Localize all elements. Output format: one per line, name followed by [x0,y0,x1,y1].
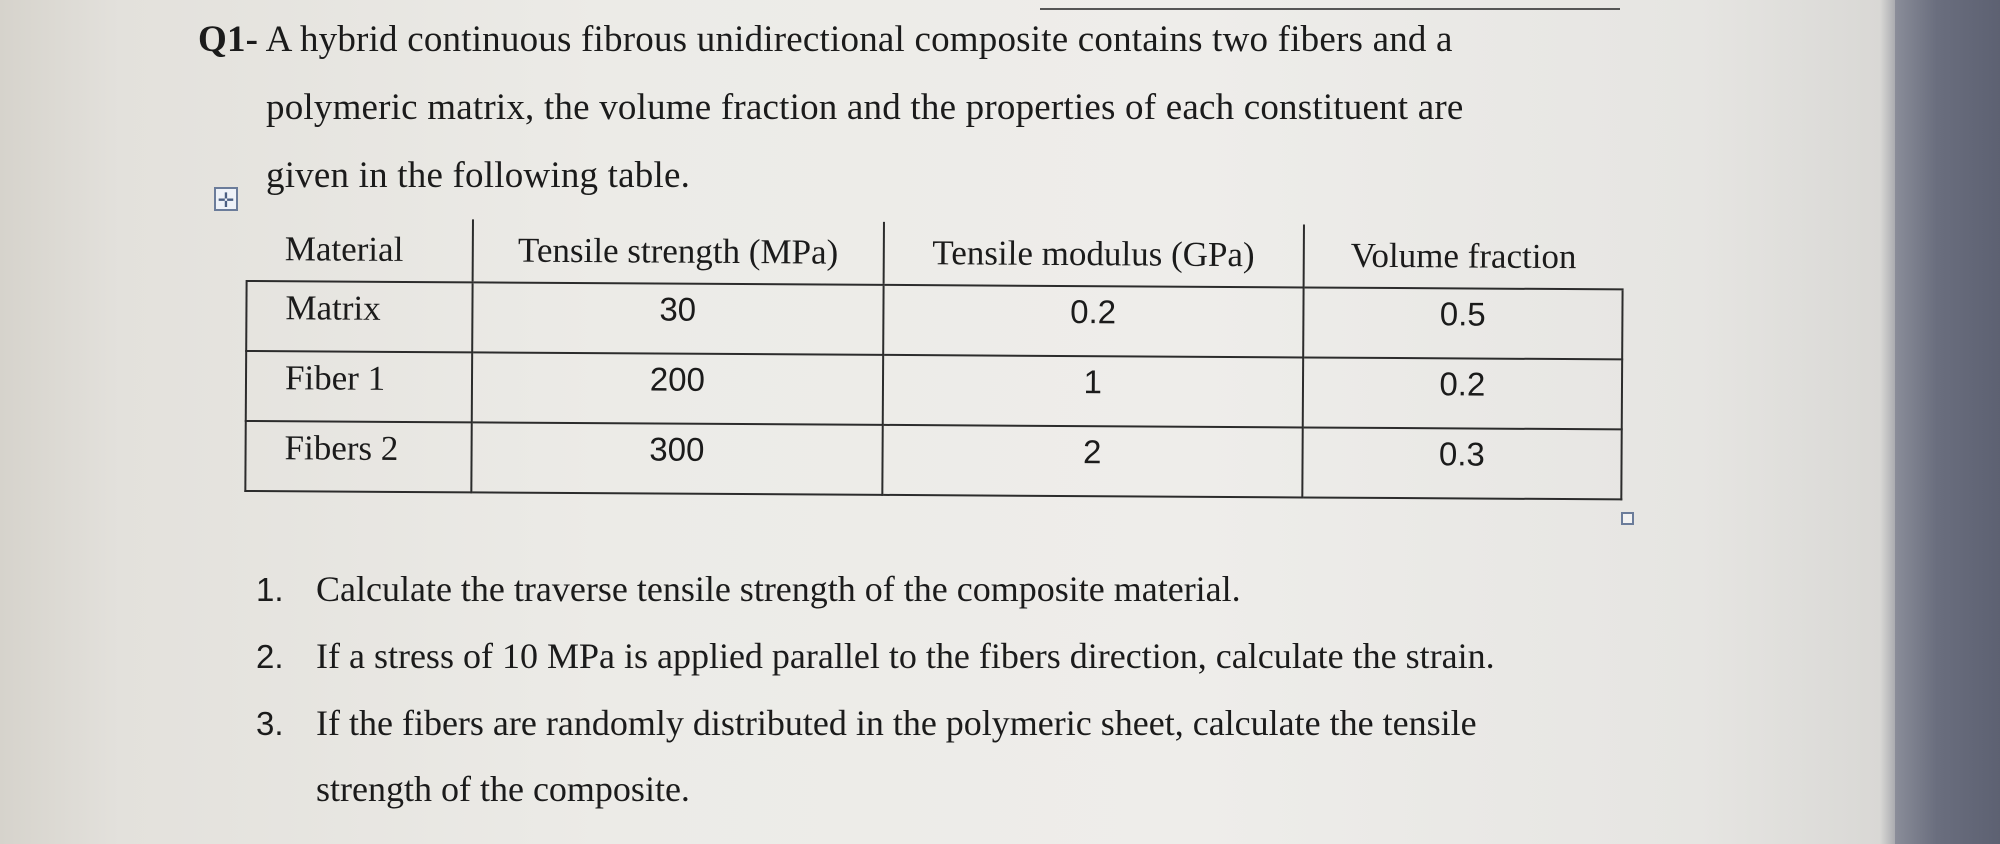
task-number: 3. [256,705,284,742]
question-line-1 [198,18,1453,61]
cell-tensile-strength: 300 [471,422,882,495]
question-line-3: given in the following table. [266,155,691,196]
cell-tensile-modulus: 1 [883,355,1303,428]
cell-volume-fraction: 0.5 [1303,287,1623,359]
header-material: Material [247,218,473,282]
header-tensile-strength: Tensile strength (MPa) [472,219,883,285]
monitor-bezel [1895,0,2000,844]
header-tensile-modulus: Tensile modulus (GPa) [883,222,1303,288]
cell-volume-fraction: 0.3 [1302,427,1622,499]
cell-material: Matrix [246,281,472,352]
cell-tensile-modulus: 2 [882,425,1302,498]
table-move-handle-icon[interactable]: ✛ [214,187,238,211]
task-number: 2. [256,638,284,675]
table-header-row [247,218,1623,289]
cell-tensile-strength: 30 [472,282,883,355]
cell-tensile-modulus: 0.2 [883,285,1303,358]
task-number: 1. [256,571,284,608]
cell-material: Fibers 2 [245,421,471,492]
top-rule [1040,8,1620,10]
list-item [256,568,1241,610]
table-row [245,421,1621,499]
list-item [256,702,1477,744]
task-text-continuation: strength of the composite. [316,769,690,809]
properties-table [244,218,1624,500]
table-row [246,351,1622,429]
task-text: If a stress of 10 MPa is applied parallel to the fibers direction, calculate the strain. [316,636,1495,676]
cell-tensile-strength: 200 [472,352,883,425]
list-item [256,635,1495,677]
task-text: If the fibers are randomly distributed in the polymeric sheet, calculate the tensile [316,703,1477,743]
question-label: Q1- [198,19,259,60]
table-resize-handle[interactable] [1621,512,1634,525]
task-text: Calculate the traverse tensile strength of the composite material. [316,569,1241,609]
cell-material: Fiber 1 [246,351,472,422]
header-volume-fraction: Volume fraction [1303,224,1623,289]
question-text-1: A hybrid continuous fibrous unidirectional composite contains two fibers and a [265,19,1453,60]
cell-volume-fraction: 0.2 [1302,357,1622,429]
question-line-2: polymeric matrix, the volume fraction and the properties of each constituent are [266,87,1464,128]
table-row [246,281,1622,359]
